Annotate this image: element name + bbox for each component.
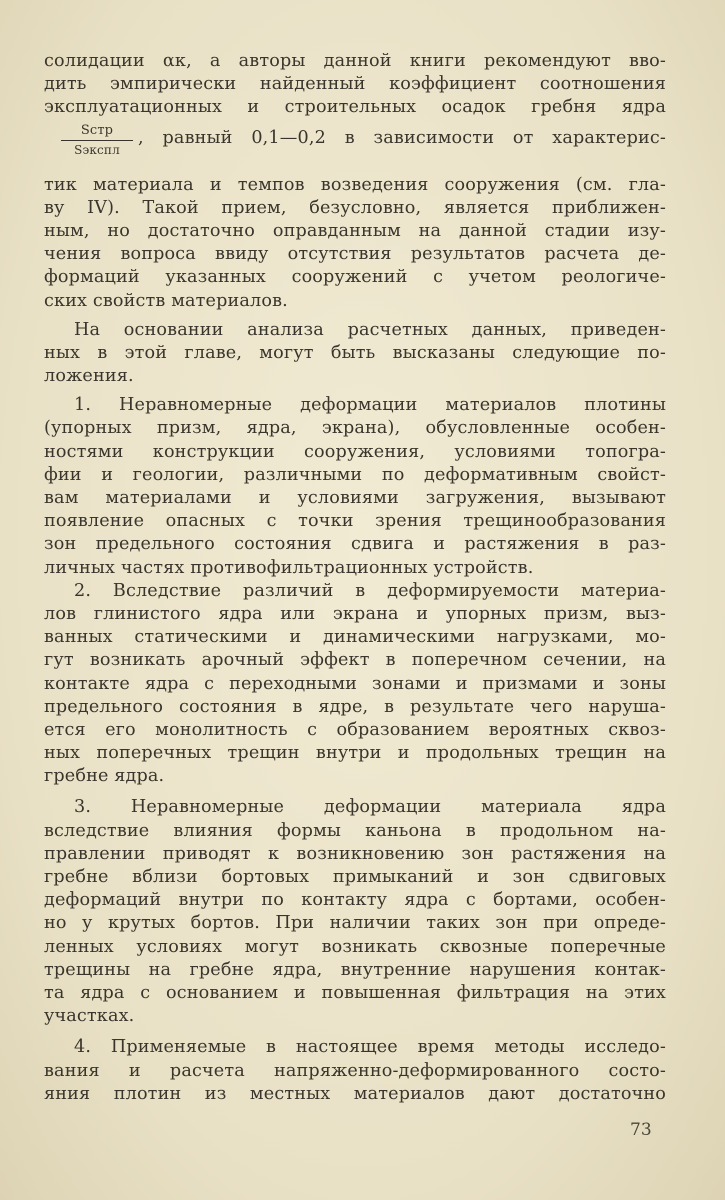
text-line: деформаций внутри по контакту ядра с бортами, особен- <box>44 890 666 911</box>
formula-line <box>44 124 666 174</box>
text-line: , равный 0,1—0,2 в зависимости от характерис- <box>138 127 666 148</box>
text-line: 4. Применяемые в настоящее время методы исследо- <box>74 1037 666 1058</box>
text-line: участках. <box>44 1006 135 1027</box>
text-line: тик материала и темпов возведения сооружения (см. гла- <box>44 174 666 195</box>
text-line: ложения. <box>44 366 134 387</box>
text-line: 1. Неравномерные деформации материалов плотины <box>74 395 666 416</box>
text-line: трещины на гребне ядра, внутренние нарушения контак- <box>44 959 666 980</box>
text-line: личных частях противофильтрационных устройств. <box>44 557 534 578</box>
text-line: чения вопроса ввиду отсутствия результатов расчета де- <box>44 244 666 265</box>
text-line: контакте ядра с переходными зонами и призмами и зоны <box>44 673 666 694</box>
text-line: формаций указанных сооружений с учетом реологиче- <box>44 267 666 288</box>
text-line: ских свойств материалов. <box>44 290 288 311</box>
text-line: правлении приводят к возникновению зон растяжения на <box>44 843 666 864</box>
body-text <box>44 50 666 1106</box>
text-line: яния плотин из местных материалов дают достаточно <box>44 1083 666 1104</box>
text-line: 2. Вследствие различий в деформируемости материа- <box>74 580 666 601</box>
text-line: фии и геологии, различными по деформативным свойст- <box>44 464 666 485</box>
text-line: вследствие влияния формы каньона в продольном на- <box>44 820 666 841</box>
text-line: гребне вблизи бортовых примыканий и зон сдвиговых <box>44 867 666 887</box>
settlement-ratio-fraction <box>56 124 138 157</box>
text-line: предельного состояния в ядре, в результате чего наруша- <box>44 696 666 717</box>
text-line: эксплуатационных и строительных осадок гребня ядра <box>44 97 666 118</box>
text-line: ленных условиях могут возникать сквозные поперечные <box>44 936 666 957</box>
page-number: 73 <box>630 1120 652 1140</box>
text-line: ется его монолитность с образованием вероятных сквоз- <box>44 719 666 740</box>
text-line: дить эмпирически найденный коэффициент соотношения <box>44 74 666 95</box>
text-line: ванных статическими и динамическими нагрузками, мо- <box>44 627 666 648</box>
text-line: (упорных призм, ядра, экрана), обусловленные особен- <box>44 418 666 439</box>
text-line: зон предельного состояния сдвига и растяжения в раз- <box>44 534 666 555</box>
text-line: 3. Неравномерные деформации материала ядра <box>74 797 666 818</box>
fraction-denominator: Sэкспл <box>74 142 120 157</box>
text-line: но у крутых бортов. При наличии таких зон при опреде- <box>44 913 666 934</box>
text-line: солидации αк, а авторы данной книги рекомендуют вво- <box>44 51 666 71</box>
text-line: гребне ядра. <box>44 766 165 787</box>
fraction-numerator: Sстр <box>80 122 114 138</box>
text-line: На основании анализа расчетных данных, приведен- <box>74 319 666 340</box>
text-line: та ядра с основанием и повышенная фильтрация на этих <box>44 982 666 1003</box>
text-line: ву IV). Такой прием, безусловно, является приближен- <box>44 197 666 218</box>
text-line: ным, но достаточно оправданным на данной стадии изу- <box>44 220 666 241</box>
text-line: вам материалами и условиями загружения, вызывают <box>44 488 666 508</box>
text-line: ных поперечных трещин внутри и продольных трещин на <box>44 743 666 764</box>
text-line: ностями конструкции сооружения, условиями топогра- <box>44 441 666 462</box>
text-line: ных в этой главе, могут быть высказаны следующие по- <box>44 342 666 363</box>
text-line: гут возникать арочный эффект в поперечном сечении, на <box>44 650 666 671</box>
text-line: вания и расчета напряженно-деформированного состо- <box>44 1060 666 1081</box>
text-line: появление опасных с точки зрения трещинообразования <box>44 511 666 532</box>
text-line: лов глинистого ядра или экрана и упорных призм, выз- <box>44 603 666 624</box>
